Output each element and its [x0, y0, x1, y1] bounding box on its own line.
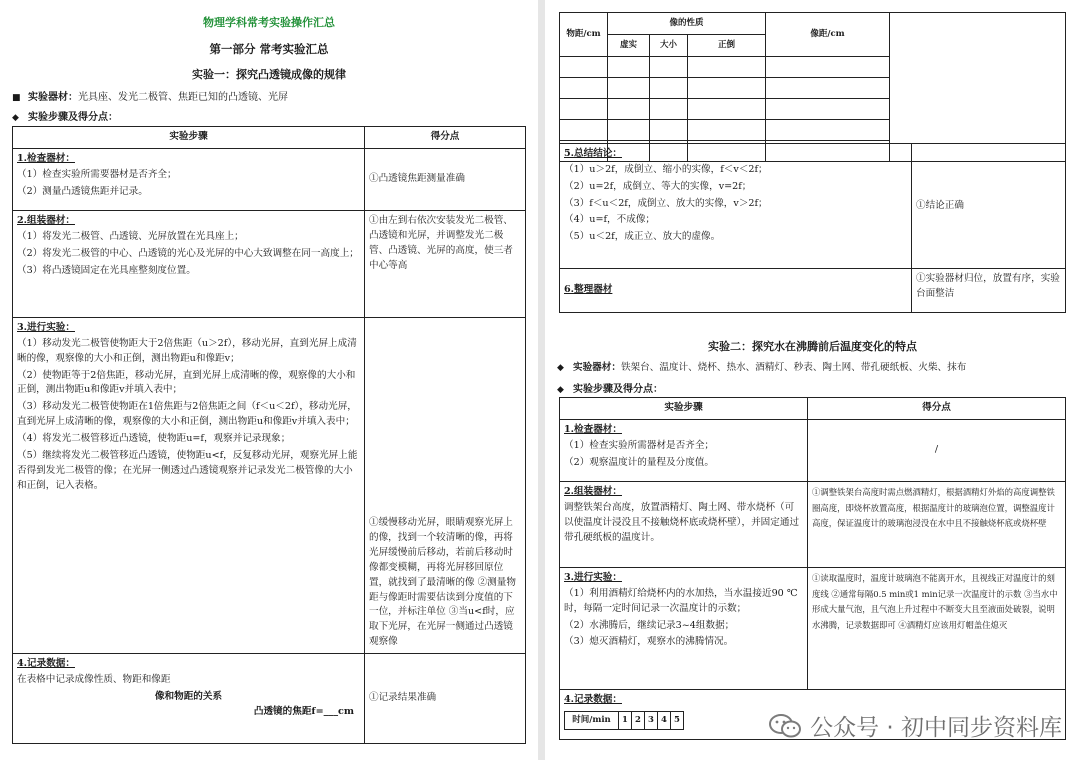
- diamond-bullet-icon: ◆: [557, 363, 564, 373]
- row-title: 4.记录数据：: [17, 658, 75, 669]
- step-line: （4）将发光二极管移近凸透镜，使物距u=f，观察并记录现象；: [17, 433, 291, 445]
- row-title: 6.整理器材: [564, 284, 613, 296]
- step-line: （2）将发光二极管的中心、凸透镜的光心及光屏的中心大致调整在同一高度上；: [17, 247, 359, 259]
- focal-length-label: 凸透镜的焦距f=___cm: [253, 705, 354, 717]
- steps-label-line: [557, 380, 663, 395]
- table-row: [13, 654, 526, 744]
- table-row: [13, 149, 526, 211]
- col-object-distance: 物距/cm: [560, 13, 608, 57]
- step-line: （1）检查实验所需器材是否齐全；: [564, 439, 715, 451]
- equipment-text: 光具座、发光二极管、焦距已知的凸透镜、光屏: [78, 92, 288, 103]
- col-orientation: 正倒: [688, 35, 766, 57]
- steps-label-line: [12, 108, 118, 123]
- document-title: 物理学科常考实验操作汇总: [203, 16, 335, 29]
- experiment-1-table-continued: [559, 143, 1066, 313]
- step-line: （1）u＞2f，成倒立、缩小的实像，f＜v＜2f；: [564, 163, 768, 175]
- col-image-nature: 像的性质: [608, 13, 766, 35]
- score-point: ①结论正确: [912, 144, 1066, 269]
- row-title: 1.检查器材：: [17, 153, 75, 164]
- col-header-points: 得分点: [808, 398, 1066, 420]
- table-row: [560, 144, 1066, 269]
- col-real-virtual: 虚实: [608, 35, 650, 57]
- score-point: /: [808, 420, 1066, 482]
- row-title: 2.组装器材：: [17, 215, 75, 226]
- image-data-table: [559, 12, 1066, 162]
- experiment-2-title: 实验二：探究水在沸腾前后温度变化的特点: [708, 340, 917, 353]
- time-cell: 2: [632, 711, 645, 729]
- step-line: （3）熄灭酒精灯，观察水的沸腾情况。: [564, 636, 734, 648]
- step-line: （1）移动发光二极管使物距大于2倍焦距（u＞2f），移动光屏，直到光屏上成清晰的像，观察像的大小和正倒，测出物距u和像距v；: [17, 337, 357, 364]
- step-line: 在表格中记录成像性质、物距和像距: [17, 673, 171, 685]
- step-line: （5）u＜2f，成正立、放大的虚像。: [564, 231, 721, 243]
- step-line: （3）将凸透镜固定在光具座整刻度位置。: [17, 264, 196, 276]
- table-row: [13, 211, 526, 318]
- right-page: [545, 0, 1080, 760]
- equipment-label: 实验器材：: [28, 92, 78, 103]
- step-line: （2）u=2f，成倒立、等大的实像，v=2f；: [564, 180, 752, 192]
- col-header-steps: 实验步骤: [13, 127, 365, 149]
- part-title: 第一部分 常考实验汇总: [209, 42, 329, 56]
- steps-label: 实验步骤及得分点：: [28, 112, 118, 123]
- row-title: 2.组装器材：: [564, 486, 622, 497]
- steps-label: 实验步骤及得分点：: [573, 384, 663, 395]
- step-line: （4）u=f，不成像；: [564, 214, 656, 226]
- step-line: （2）水沸腾后，继续记录3~4组数据；: [564, 619, 735, 631]
- watermark: [768, 709, 1062, 742]
- col-image-distance: 像距/cm: [766, 13, 890, 57]
- diamond-bullet-icon: ◆: [12, 113, 19, 123]
- time-record-table: [564, 711, 684, 730]
- score-point: ①缓慢移动光屏，眼睛观察光屏上的像，找到一个较清晰的像，再将光屏缓慢前后移动，若前后移动时像都变模糊，再将光屏移回原位置，就找到了最清晰的像 ②测量物距与像距时需要估读到分度值的下一位，并标注单位 ③当u<f时，应取下光屏，在光屏一侧通过凸透镜观察像: [365, 318, 526, 654]
- square-bullet-icon: ■: [12, 93, 21, 103]
- score-point: ①调整铁架台高度时需点燃酒精灯，根据酒精灯外焰的高度调整铁圈高度，即烧杯放置高度，根据温度计的玻璃泡位置，调整温度计高度，保证温度计的玻璃泡浸没在水中且不接触烧杯底或烧杯壁: [808, 482, 1066, 568]
- step-line: （1）将发光二极管、凸透镜、光屏放置在光具座上；: [17, 230, 244, 242]
- step-line: （1）利用酒精灯给烧杯内的水加热，当水温接近90 ℃时，每隔一定时间记录一次温度计的示数；: [564, 587, 798, 614]
- wechat-icon: [768, 713, 802, 739]
- step-line: （5）继续将发光二极管移近凸透镜，使物距u<f，反复移动光屏，观察光屏上能否得到发光二极管的像；在光屏一侧透过凸透镜观察并记录发光二极管像的大小和正倒，记入表格。: [17, 449, 358, 491]
- step-line: （3）f＜u＜2f，成倒立、放大的实像，v＞2f；: [564, 197, 768, 209]
- score-point: ①实验器材归位，放置有序，实验台面整洁: [912, 269, 1066, 313]
- left-page: [0, 0, 538, 760]
- watermark-text: 公众号 · 初中同步资料库: [810, 715, 1062, 741]
- table-row: [560, 420, 1066, 482]
- table-row: [560, 269, 1066, 313]
- row-title: 3.进行实验：: [17, 322, 75, 333]
- equipment-text: 铁架台、温度计、烧杯、热水、酒精灯、秒表、陶土网、带孔硬纸板、火柴、抹布: [620, 362, 967, 373]
- step-line: （1）检查实验所需要器材是否齐全；: [17, 168, 177, 180]
- time-cell: 4: [658, 711, 671, 729]
- diamond-bullet-icon: ◆: [557, 385, 564, 395]
- experiment-1-table: [12, 126, 526, 744]
- score-point: ①由左到右依次安装发光二极管、凸透镜和光屏，并调整发光二极管、凸透镜、光屏的高度，使三者中心等高: [365, 211, 526, 318]
- equipment-line: [557, 359, 966, 373]
- table-row: [13, 318, 526, 654]
- col-size: 大小: [650, 35, 688, 57]
- time-cell: 5: [671, 711, 684, 729]
- step-line: （2）观察温度计的量程及分度值。: [564, 456, 715, 468]
- col-header-points: 得分点: [365, 127, 526, 149]
- time-label: 时间/min: [565, 711, 619, 729]
- table-subtitle: 像和物距的关系: [154, 690, 223, 702]
- page-divider: [538, 0, 545, 760]
- score-point: ①凸透镜焦距测量准确: [365, 149, 526, 211]
- step-line: 调整铁架台高度，放置酒精灯、陶土网、带水烧杯（可以使温度计浸没且不接触烧杯底或烧杯壁），并固定通过带孔硬纸板的温度计。: [564, 501, 800, 543]
- table-row: [560, 568, 1066, 690]
- equipment-label: 实验器材：: [573, 362, 621, 373]
- row-title: 3.进行实验：: [564, 572, 622, 583]
- step-line: （2）测量凸透镜焦距并记录。: [17, 185, 148, 197]
- experiment-2-table: [559, 397, 1066, 740]
- col-header-steps: 实验步骤: [560, 398, 808, 420]
- step-line: （2）使物距等于2倍焦距，移动光屏，直到光屏上成清晰的像，观察像的大小和正倒，测出物距u和像距v并填入表中；: [17, 369, 356, 396]
- time-cell: 1: [619, 711, 632, 729]
- score-point: ①读取温度时，温度计玻璃泡不能离开水，且视线正对温度计的刻度线 ②通常每隔0.5 min或1 min记录一次温度计的示数 ③当水中形成大量气泡，且气泡上升过程中不断变大且至液面处破裂，说明水沸腾，记录数据即可 ④酒精灯应该用灯帽盖住熄灭: [808, 568, 1066, 690]
- time-cell: 3: [645, 711, 658, 729]
- equipment-line: [12, 88, 288, 103]
- row-title: 5.总结结论：: [564, 148, 622, 159]
- table-row: [560, 482, 1066, 568]
- experiment-1-title: 实验一：探究凸透镜成像的规律: [192, 68, 346, 81]
- row-title: 4.记录数据：: [564, 694, 622, 705]
- score-point: ①记录结果准确: [365, 654, 526, 744]
- row-title: 1.检查器材：: [564, 424, 622, 435]
- step-line: （3）移动发光二极管使物距在1倍焦距与2倍焦距之间（f＜u＜2f），移动光屏，直到光屏上成清晰的像，观察像的大小和正倒，测出物距u和像距v并填入表中；: [17, 401, 357, 428]
